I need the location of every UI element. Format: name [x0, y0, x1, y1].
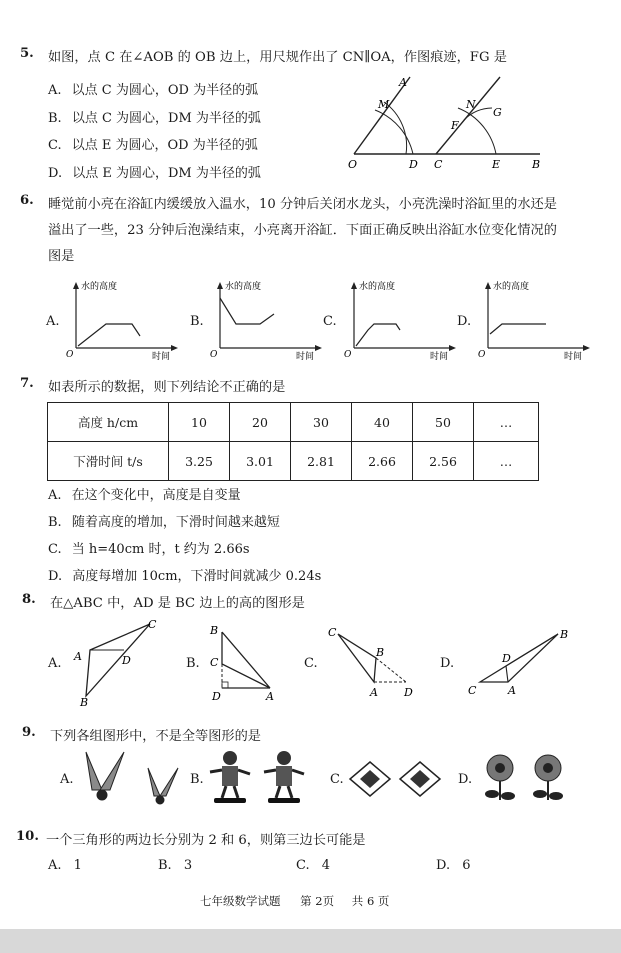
q10-option-c[interactable] — [296, 858, 330, 873]
option-letter: C. — [296, 858, 310, 873]
q6-graph-a — [66, 278, 186, 362]
q10-option-a[interactable] — [48, 858, 82, 873]
q5-option-c[interactable] — [48, 134, 258, 153]
q6-line-2: 溢出了一些，23 分钟后泡澡结束，小亮离开浴缸．下面正确反映出浴缸水位变化情况的 — [48, 223, 557, 238]
origin-label: O — [210, 350, 218, 360]
q6-line-3: 图是 — [48, 249, 75, 264]
table-cell: 2.56 — [413, 442, 474, 481]
q5-label: A — [399, 76, 407, 89]
flower-icon — [533, 755, 563, 800]
q10-option-b[interactable] — [158, 858, 192, 873]
option-text: 高度每增加 10cm，下滑时间就减少 0.24s — [72, 569, 322, 584]
option-text: 以点 C 为圆心，DM 为半径的弧 — [71, 111, 261, 126]
table-cell: 30 — [291, 403, 352, 442]
footer-total: 共 6 页 — [351, 894, 390, 908]
q9-option-b[interactable]: B. — [190, 772, 204, 787]
vertex-label: C — [328, 626, 337, 639]
table-row — [48, 403, 539, 442]
table-cell: 40 — [352, 403, 413, 442]
option-letter: A. — [48, 858, 62, 873]
q8-figure-b — [206, 620, 296, 706]
q6-line-1: 睡觉前小亮在浴缸内缓缓放入温水，10 分钟后关闭水龙头，小亮洗澡时浴缸里的水还是 — [48, 197, 557, 212]
skateboarder-icon — [264, 751, 304, 803]
option-letter: D. — [48, 166, 63, 181]
q10-option-d[interactable] — [436, 858, 471, 873]
q8-figure-d — [462, 624, 582, 700]
q8-option-b[interactable]: B. — [186, 656, 200, 671]
q9-figure-d-flowers — [478, 752, 578, 808]
q9-number: 9. — [22, 725, 36, 740]
q9-option-a[interactable]: A. — [60, 772, 74, 787]
vertex-label: D — [502, 652, 511, 665]
option-text: 当 h=40cm 时，t 约为 2.66s — [71, 542, 250, 557]
q6-option-a[interactable]: A. — [46, 314, 60, 329]
option-text: 3 — [183, 858, 193, 873]
table-cell: 10 — [169, 403, 230, 442]
option-letter: B. — [48, 111, 62, 126]
vertex-label: A — [74, 650, 82, 663]
q10-number: 10. — [16, 829, 39, 844]
q5-label: F — [451, 119, 459, 132]
table-cell: 2.81 — [291, 442, 352, 481]
option-letter: C. — [48, 542, 62, 557]
q5-label: O — [348, 158, 358, 171]
q5-label: N — [466, 98, 476, 111]
diamond-icon — [400, 762, 440, 796]
skateboarder-icon — [210, 751, 250, 803]
q8-stem: 在△ABC 中，AD 是 BC 边上的高的图形是 — [50, 596, 305, 611]
page-footer — [200, 893, 389, 909]
vertex-label: C — [468, 684, 477, 697]
x-axis-label: 时间 — [564, 352, 583, 362]
vertex-label: A — [370, 686, 378, 699]
vertex-label: B — [80, 696, 89, 709]
table-cell: 3.01 — [230, 442, 291, 481]
q10-stem: 一个三角形的两边长分别为 2 和 6，则第三边长可能是 — [46, 833, 366, 848]
x-axis-label: 时间 — [296, 352, 315, 362]
table-cell: 50 — [413, 403, 474, 442]
q5-construction-figure — [340, 72, 560, 172]
x-axis-label: 时间 — [152, 352, 171, 362]
q7-option-b[interactable] — [48, 511, 280, 530]
table-cell: 20 — [230, 403, 291, 442]
q6-option-d[interactable]: D. — [457, 314, 472, 329]
vertex-label: D — [404, 686, 413, 699]
vertex-label: B — [210, 624, 219, 637]
option-letter: D. — [436, 858, 451, 873]
q8-figure-c — [324, 622, 424, 702]
flower-icon — [485, 755, 515, 800]
vertex-label: C — [210, 656, 219, 669]
origin-label: O — [66, 350, 74, 360]
q6-graph-d — [478, 278, 598, 362]
q8-number: 8. — [22, 592, 36, 607]
vertex-label: A — [266, 690, 274, 703]
option-letter: B. — [48, 515, 62, 530]
option-text: 1 — [73, 858, 82, 873]
option-letter: D. — [48, 569, 63, 584]
q6-option-b[interactable]: B. — [190, 314, 204, 329]
q5-label: E — [492, 158, 501, 171]
table-header-cell: 高度 h/cm — [48, 403, 169, 442]
q5-label: C — [434, 158, 443, 171]
origin-label: O — [478, 350, 486, 360]
option-text: 在这个变化中，高度是自变量 — [71, 488, 241, 503]
option-text: 以点 E 为圆心，DM 为半径的弧 — [72, 166, 261, 181]
q9-option-d[interactable]: D. — [458, 772, 473, 787]
q5-option-d[interactable] — [48, 162, 261, 181]
vertex-label: D — [212, 690, 221, 703]
diamond-icon — [350, 762, 390, 796]
q7-option-a[interactable] — [48, 484, 241, 503]
q7-option-c[interactable] — [48, 538, 250, 557]
q9-figure-b-skateboarders — [204, 748, 314, 810]
option-text: 6 — [462, 858, 471, 873]
q8-option-c[interactable]: C. — [304, 656, 318, 671]
option-text: 4 — [321, 858, 331, 873]
y-axis-label: 水的高度 — [493, 282, 530, 292]
vertex-label: B — [560, 628, 569, 641]
x-axis-label: 时间 — [430, 352, 449, 362]
q5-label: M — [378, 98, 390, 111]
option-text: 以点 C 为圆心，OD 为半径的弧 — [71, 83, 259, 98]
vertex-label: A — [508, 684, 516, 697]
bottom-scan-band — [0, 929, 621, 953]
q7-option-d[interactable] — [48, 565, 321, 584]
vertex-label: C — [148, 618, 157, 631]
q5-stem: 如图，点 C 在∠AOB 的 OB 边上，用尺规作出了 CN∥OA，作图痕迹，FG 是 — [48, 50, 507, 65]
q9-stem: 下列各组图形中，不是全等图形的是 — [50, 729, 261, 744]
option-letter: B. — [158, 858, 172, 873]
table-header-cell: 下滑时间 t/s — [48, 442, 169, 481]
q9-figure-c-diamonds — [348, 760, 444, 798]
option-text: 以点 E 为圆心，OD 为半径的弧 — [71, 138, 258, 153]
table-cell: … — [474, 442, 539, 481]
q8-figure-a — [70, 618, 170, 708]
table-cell: 3.25 — [169, 442, 230, 481]
y-axis-label: 水的高度 — [225, 282, 262, 292]
origin-label: O — [344, 350, 352, 360]
q5-label: B — [532, 158, 541, 171]
footer-page: 第 2页 — [300, 894, 335, 908]
table-cell: 2.66 — [352, 442, 413, 481]
vertex-label: B — [376, 646, 385, 659]
q5-label: G — [493, 106, 502, 119]
q8-option-a[interactable]: A. — [48, 656, 62, 671]
vertex-label: D — [122, 654, 131, 667]
footer-course: 七年级数学试题 — [200, 894, 281, 908]
q7-number: 7. — [20, 376, 34, 391]
q6-graph-b — [210, 278, 330, 362]
q6-number: 6. — [20, 193, 34, 208]
table-row — [48, 442, 539, 481]
q6-option-c[interactable]: C. — [323, 314, 337, 329]
q5-option-a[interactable] — [48, 79, 258, 98]
q5-number: 5. — [20, 46, 34, 61]
option-text: 随着高度的增加，下滑时间越来越短 — [71, 515, 280, 530]
option-letter: C. — [48, 138, 62, 153]
q9-figure-a-leaves — [80, 750, 190, 810]
q6-graph-c — [344, 278, 464, 362]
leaf-pair-icon — [86, 752, 124, 800]
option-letter: A. — [48, 488, 62, 503]
q8-option-d[interactable]: D. — [440, 656, 455, 671]
q9-option-c[interactable]: C. — [330, 772, 344, 787]
q7-stem: 如表所示的数据，则下列结论不正确的是 — [48, 380, 286, 395]
q7-data-table — [47, 402, 539, 481]
y-axis-label: 水的高度 — [81, 282, 118, 292]
q5-label: D — [409, 158, 418, 171]
option-letter: A. — [48, 83, 62, 98]
leaf-pair-small-icon — [148, 768, 178, 804]
q5-option-b[interactable] — [48, 107, 261, 126]
y-axis-label: 水的高度 — [359, 282, 396, 292]
table-cell: … — [474, 403, 539, 442]
